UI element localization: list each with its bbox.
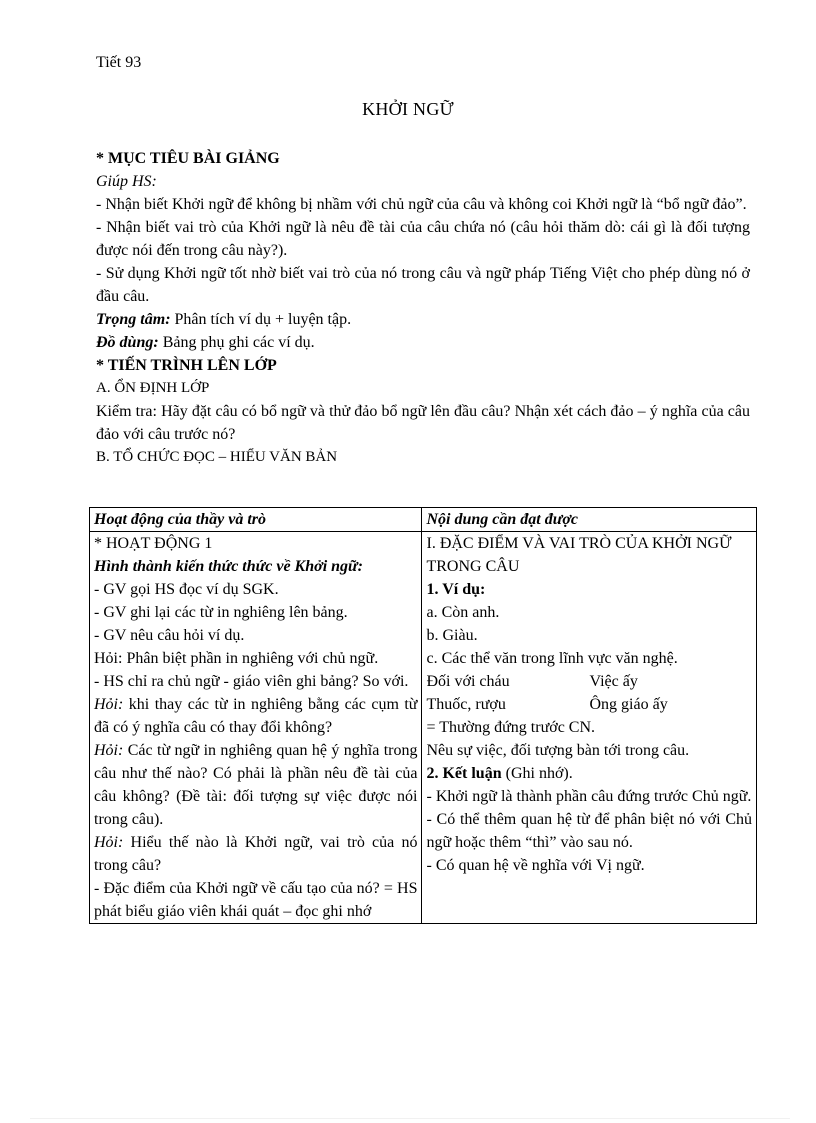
note-line: Nêu sự việc, đối tượng bàn tới trong câu. xyxy=(426,742,690,759)
tools-text: Bảng phụ ghi các ví dụ. xyxy=(158,334,315,351)
question-3 xyxy=(94,739,417,831)
table-row xyxy=(90,532,757,924)
page-title: KHỞI NGỮ xyxy=(362,99,454,119)
content-heading: I. ĐẶC ĐIỂM VÀ VAI TRÒ CỦA KHỞI NGỮ TRONG CÂU xyxy=(426,535,732,575)
conclusion-item: - Khởi ngữ là thành phần câu đứng trước Chủ ngữ. xyxy=(426,788,752,805)
hs-line: - HS chỉ ra chủ ngữ - giáo viên ghi bảng? So với. xyxy=(94,673,409,690)
page-edge-divider xyxy=(30,1118,790,1119)
section-a-heading: A. ỔN ĐỊNH LỚP xyxy=(96,380,210,396)
table-header-row xyxy=(90,508,757,532)
process-heading: * TIẾN TRÌNH LÊN LỚP xyxy=(96,357,277,374)
lesson-number: Tiết 93 xyxy=(96,54,142,71)
focus-text: Phân tích ví dụ + luyện tập. xyxy=(170,311,352,328)
question-4 xyxy=(94,831,417,877)
pair-right: Việc ấy xyxy=(589,673,638,690)
tools-line xyxy=(96,331,750,354)
question-2 xyxy=(94,693,417,739)
example-item: b. Giàu. xyxy=(426,627,478,644)
conclusion-label: 2. Kết luận xyxy=(426,765,502,782)
activity-line: - GV gọi HS đọc ví dụ SGK. xyxy=(94,581,279,598)
activity-line: - GV ghi lại các từ in nghiêng lên bảng. xyxy=(94,604,348,621)
objective-item: - Nhận biết Khởi ngữ để không bị nhầm với chủ ngữ của câu và không coi Khởi ngữ là “bổ ngữ đảo”. xyxy=(96,196,747,213)
pair-left: Đối với cháu xyxy=(426,673,510,690)
lesson-table xyxy=(89,507,757,924)
tools-label: Đồ dùng: xyxy=(96,334,159,351)
objectives-section xyxy=(96,147,750,469)
pair-left: Thuốc, rượu xyxy=(426,696,506,713)
conclusion-item: - Có thể thêm quan hệ từ để phân biệt nó với Chủ ngữ hoặc thêm “thì” vào sau nó. xyxy=(426,811,752,851)
focus-line xyxy=(96,308,750,331)
activity-subtitle: Hình thành kiến thức thức về Khởi ngữ: xyxy=(94,558,363,575)
example-item: a. Còn anh. xyxy=(426,604,500,621)
focus-label: Trọng tâm: xyxy=(96,311,171,328)
activity-line: - GV nêu câu hỏi ví dụ. xyxy=(94,627,245,644)
objectives-heading: * MỤC TIÊU BÀI GIẢNG xyxy=(96,150,280,167)
column-header-content: Nội dung cần đạt được xyxy=(422,508,757,532)
section-b-heading: B. TỔ CHỨC ĐỌC – HIỂU VĂN BẢN xyxy=(96,449,338,465)
examples-label: 1. Ví dụ: xyxy=(426,581,486,598)
question-1: Hỏi: Phân biệt phần in nghiêng với chủ ngữ. xyxy=(94,650,379,667)
content-cell xyxy=(422,532,757,924)
example-item: c. Các thể văn trong lĩnh vực văn nghệ. xyxy=(426,650,678,667)
example-pair xyxy=(426,670,752,693)
conclusion-note: (Ghi nhớ). xyxy=(501,765,573,782)
conclusion-line xyxy=(426,762,752,785)
example-pair xyxy=(426,693,752,716)
question-text: Các từ ngữ in nghiêng quan hệ ý nghĩa trong câu như thế nào? Có phải là phần nêu đề tài của câu không? (Đề tài: đối tượng sự việc được nói trong câu). xyxy=(94,742,418,828)
pair-right: Ông giáo ấy xyxy=(589,696,668,713)
column-header-activities: Hoạt động của thầy và trò xyxy=(90,508,422,532)
objective-item: - Sử dụng Khởi ngữ tốt nhờ biết vai trò của nó trong câu và ngữ pháp Tiếng Việt cho phép dùng nó ở đầu câu. xyxy=(96,265,750,305)
question-label: Hỏi: xyxy=(94,834,124,851)
conclusion-item: - Có quan hệ về nghĩa với Vị ngữ. xyxy=(426,857,645,874)
check-question: Kiểm tra: Hãy đặt câu có bổ ngữ và thử đảo bổ ngữ lên đầu câu? Nhận xét cách đảo – ý nghĩa của câu đảo với câu trước nó? xyxy=(96,403,750,443)
objectives-intro: Giúp HS: xyxy=(96,173,157,190)
question-label: Hỏi: xyxy=(94,696,124,713)
question-text: khi thay các từ in nghiêng bằng các cụm từ đã có ý nghĩa câu có thay đổi không? xyxy=(94,696,418,736)
question-text: Hiểu thế nào là Khởi ngữ, vai trò của nó trong câu? xyxy=(94,834,418,874)
activity-last-line: - Đặc điểm của Khởi ngữ về cấu tạo của nó? = HS phát biểu giáo viên khái quát – đọc ghi nhớ xyxy=(94,880,418,920)
activities-cell xyxy=(90,532,422,924)
equals-line: = Thường đứng trước CN. xyxy=(426,719,596,736)
question-label: Hỏi: xyxy=(94,742,124,759)
activity-title: * HOẠT ĐỘNG 1 xyxy=(94,535,213,552)
objective-item: - Nhận biết vai trò của Khởi ngữ là nêu đề tài của câu chứa nó (câu hỏi thăm dò: cái gì là đối tượng được nói đến trong câu này?). xyxy=(96,219,750,259)
